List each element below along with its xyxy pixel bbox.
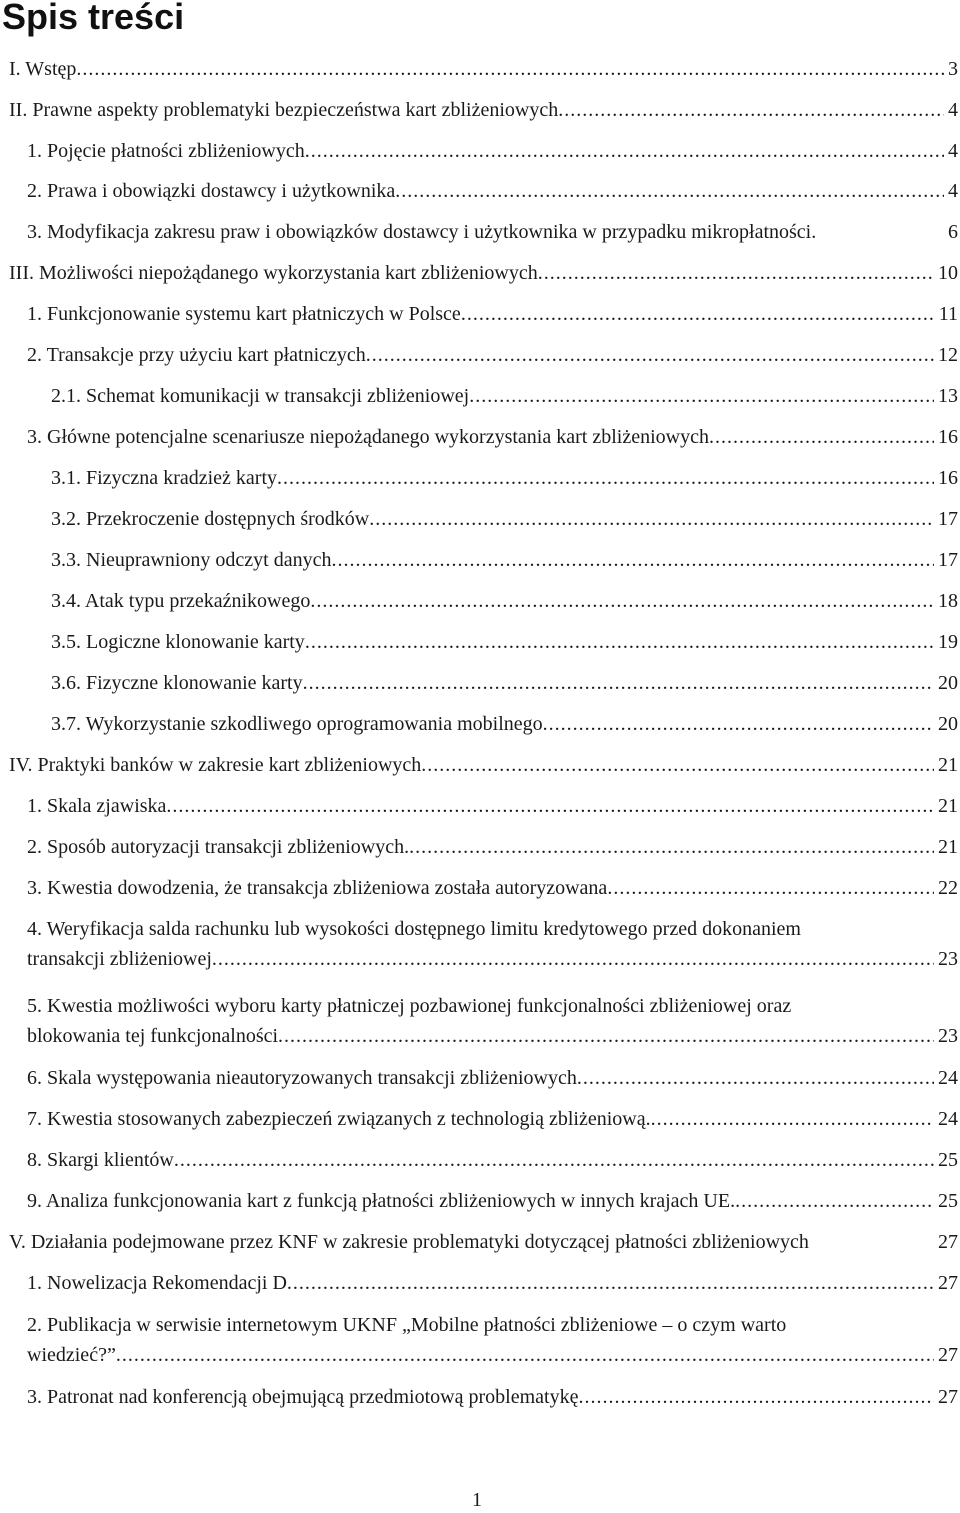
dot-leader xyxy=(578,1385,934,1410)
toc-entry-page: 25 xyxy=(938,1149,958,1171)
toc-entry[interactable] xyxy=(51,466,958,491)
dot-leader xyxy=(116,1343,934,1368)
toc-entry-label: blokowania tej funkcjonalności xyxy=(27,1025,279,1047)
toc-entry[interactable] xyxy=(27,1107,958,1132)
toc-entry-label: 2. Prawa i obowiązki dostawcy i użytkownika xyxy=(27,180,396,202)
toc-entry-label: III. Możliwości niepożądanego wykorzystania kart zbliżeniowych xyxy=(9,262,538,284)
toc-entry-page: 20 xyxy=(938,713,958,735)
toc-entry-label: 3.2. Przekroczenie dostępnych środków xyxy=(51,508,370,530)
toc-entry-label: 2. Transakcje przy użyciu kart płatniczych xyxy=(27,344,366,366)
toc-entry-label: 2.1. Schemat komunikacji w transakcji zbliżeniowej xyxy=(51,385,470,407)
toc-entry[interactable] xyxy=(51,384,958,409)
toc-entry-label-line: 2. Publikacja w serwisie internetowym UKNF „Mobilne płatności zbliżeniowe – o czym warto xyxy=(27,1314,787,1336)
toc-entry[interactable] xyxy=(27,917,958,972)
toc-entry-page: 17 xyxy=(938,549,958,571)
toc-entry[interactable] xyxy=(27,220,958,245)
toc-entry-label: 8. Skargi klientów xyxy=(27,1149,174,1171)
dot-leader xyxy=(538,261,934,286)
toc-entry-page: 25 xyxy=(938,1190,958,1212)
toc-entry-label: wiedzieć?” xyxy=(27,1344,116,1366)
toc-entry-label: II. Prawne aspekty problematyki bezpieczeństwa kart zbliżeniowych xyxy=(9,99,559,121)
toc-entry-page: 13 xyxy=(938,385,958,407)
toc-entry-label: 1. Pojęcie płatności zbliżeniowych xyxy=(27,140,305,162)
toc-entry[interactable] xyxy=(27,835,958,860)
dot-leader xyxy=(76,57,944,82)
toc-entry-label: 2. Sposób autoryzacji transakcji zbliżeniowych. xyxy=(27,836,410,858)
toc-entry-page: 19 xyxy=(938,631,958,653)
dot-leader xyxy=(735,1189,934,1214)
dot-leader xyxy=(277,466,934,491)
toc-entry-label: 3.4. Atak typu przekaźnikowego xyxy=(51,590,311,612)
toc-entry-label-line: 5. Kwestia możliwości wyboru karty płatniczej pozbawionej funkcjonalności zbliżeniowej oraz xyxy=(27,995,792,1017)
toc-entry-page: 21 xyxy=(938,795,958,817)
toc-entry-page: 16 xyxy=(938,467,958,489)
toc-entry-label: 3.7. Wykorzystanie szkodliwego oprogramowania mobilnego xyxy=(51,713,543,735)
toc-entry-page: 21 xyxy=(938,754,958,776)
dot-leader xyxy=(409,835,934,860)
dot-leader xyxy=(366,343,934,368)
toc-entry-page: 10 xyxy=(938,262,958,284)
toc-entry-label: I. Wstęp xyxy=(9,58,77,80)
page-number: 1 xyxy=(472,1489,482,1511)
toc-entry[interactable] xyxy=(51,671,958,696)
dot-leader xyxy=(421,753,934,778)
dot-leader xyxy=(174,1148,934,1173)
toc-entry-page: 24 xyxy=(938,1067,958,1089)
toc-entry-page: 4 xyxy=(948,180,958,202)
dot-leader xyxy=(395,179,944,204)
toc-entry-label: 3. Modyfikacja zakresu praw i obowiązków dostawcy i użytkownika w przypadku mikropłatności. xyxy=(27,221,817,243)
toc-entry-page: 22 xyxy=(938,877,958,899)
toc-entry-label: 3.3. Nieuprawniony odczyt danych xyxy=(51,549,332,571)
toc-entry-page: 3 xyxy=(948,58,958,80)
toc-entry-label: transakcji zbliżeniowej xyxy=(27,948,212,970)
toc-entry-page: 17 xyxy=(938,508,958,530)
toc-entry[interactable] xyxy=(27,302,958,327)
toc-entry-page: 27 xyxy=(938,1386,958,1408)
toc-entry[interactable] xyxy=(27,1148,958,1173)
dot-leader xyxy=(577,1066,934,1091)
toc-entry-page: 12 xyxy=(938,344,958,366)
toc-entry[interactable] xyxy=(27,794,958,819)
toc-entry-label: 1. Nowelizacja Rekomendacji D xyxy=(27,1272,287,1294)
dot-leader xyxy=(305,630,934,655)
toc-entry[interactable] xyxy=(27,179,958,204)
toc-entry-page: 21 xyxy=(938,836,958,858)
dot-leader xyxy=(331,548,934,573)
toc-entry[interactable] xyxy=(27,1066,958,1091)
toc-entry[interactable] xyxy=(51,548,958,573)
toc-entry-page: 23 xyxy=(938,948,958,970)
dot-leader xyxy=(709,425,934,450)
toc-entry-label: 3.1. Fizyczna kradzież karty xyxy=(51,467,278,489)
toc-entry-page: 23 xyxy=(938,1025,958,1047)
toc-entry[interactable] xyxy=(27,425,958,450)
toc-entry[interactable] xyxy=(9,753,958,778)
dot-leader xyxy=(369,507,934,532)
toc-entry-page: 18 xyxy=(938,590,958,612)
toc-entry-label: 6. Skala występowania nieautoryzowanych transakcji zbliżeniowych xyxy=(27,1067,577,1089)
dot-leader xyxy=(303,671,934,696)
toc-entry[interactable] xyxy=(27,1271,958,1296)
toc-entry[interactable] xyxy=(9,98,958,123)
toc-entry[interactable] xyxy=(27,139,958,164)
toc-entry-label: 3.6. Fizyczne klonowanie karty xyxy=(51,672,303,694)
dot-leader xyxy=(543,712,934,737)
toc-entry-label: 3.5. Logiczne klonowanie karty xyxy=(51,631,305,653)
toc-entry-label: V. Działania podejmowane przez KNF w zakresie problematyki dotyczącej płatności zbliżeniowych xyxy=(9,1231,809,1253)
toc-entry-label: 7. Kwestia stosowanych zabezpieczeń związanych z technologią zbliżeniową. xyxy=(27,1108,651,1130)
toc-entry[interactable] xyxy=(27,1189,958,1214)
dot-leader xyxy=(461,302,935,327)
toc-entry-page: 4 xyxy=(948,99,958,121)
toc-entry[interactable] xyxy=(9,1230,958,1255)
toc-entry-label: 1. Funkcjonowanie systemu kart płatniczych w Polsce xyxy=(27,303,461,325)
toc-entry-label: 3. Patronat nad konferencją obejmującą przedmiotową problematykę xyxy=(27,1386,579,1408)
toc-entry-label: 1. Skala zjawiska xyxy=(27,795,167,817)
toc-entry-label: 3. Kwestia dowodzenia, że transakcja zbliżeniowa została autoryzowana xyxy=(27,877,608,899)
toc-entry-page: 16 xyxy=(938,426,958,448)
toc-entry[interactable] xyxy=(9,261,958,286)
dot-leader xyxy=(278,1024,934,1049)
dot-leader xyxy=(310,589,934,614)
toc-entry-label-line: 4. Weryfikacja salda rachunku lub wysokości dostępnego limitu kredytowego przed dokonaniem xyxy=(27,918,801,940)
toc-entry-label: 3. Główne potencjalne scenariusze niepożądanego wykorzystania kart zbliżeniowych xyxy=(27,426,709,448)
page-title: Spis treści xyxy=(2,0,185,37)
toc-entry[interactable] xyxy=(27,994,958,1049)
toc-entry[interactable] xyxy=(9,57,958,82)
toc-entry-page: 27 xyxy=(938,1272,958,1294)
toc-entry[interactable] xyxy=(51,507,958,532)
dot-leader xyxy=(558,98,944,123)
dot-leader xyxy=(212,947,934,972)
toc-entry[interactable] xyxy=(51,630,958,655)
toc-entry-label: IV. Praktyki banków w zakresie kart zbliżeniowych xyxy=(9,754,422,776)
toc-entry[interactable] xyxy=(51,712,958,737)
toc-entry-label: 9. Analiza funkcjonowania kart z funkcją płatności zbliżeniowych w innych krajach UE. xyxy=(27,1190,736,1212)
toc-entry-page: 20 xyxy=(938,672,958,694)
toc-entry[interactable] xyxy=(27,343,958,368)
dot-leader xyxy=(651,1107,934,1132)
toc-entry[interactable] xyxy=(27,876,958,901)
dot-leader xyxy=(607,876,934,901)
toc-entry[interactable] xyxy=(51,589,958,614)
dot-leader xyxy=(287,1271,934,1296)
toc-entry[interactable] xyxy=(27,1385,958,1410)
toc-entry-page: 11 xyxy=(938,303,958,325)
toc-entry-page: 4 xyxy=(948,140,958,162)
dot-leader xyxy=(166,794,934,819)
dot-leader xyxy=(305,139,944,164)
toc-entry-page: 27 xyxy=(938,1231,958,1253)
toc-entry-page: 24 xyxy=(938,1108,958,1130)
dot-leader xyxy=(469,384,934,409)
toc-entry-page: 6 xyxy=(948,221,958,243)
toc-entry[interactable] xyxy=(27,1313,958,1368)
toc-entry-page: 27 xyxy=(938,1344,958,1366)
